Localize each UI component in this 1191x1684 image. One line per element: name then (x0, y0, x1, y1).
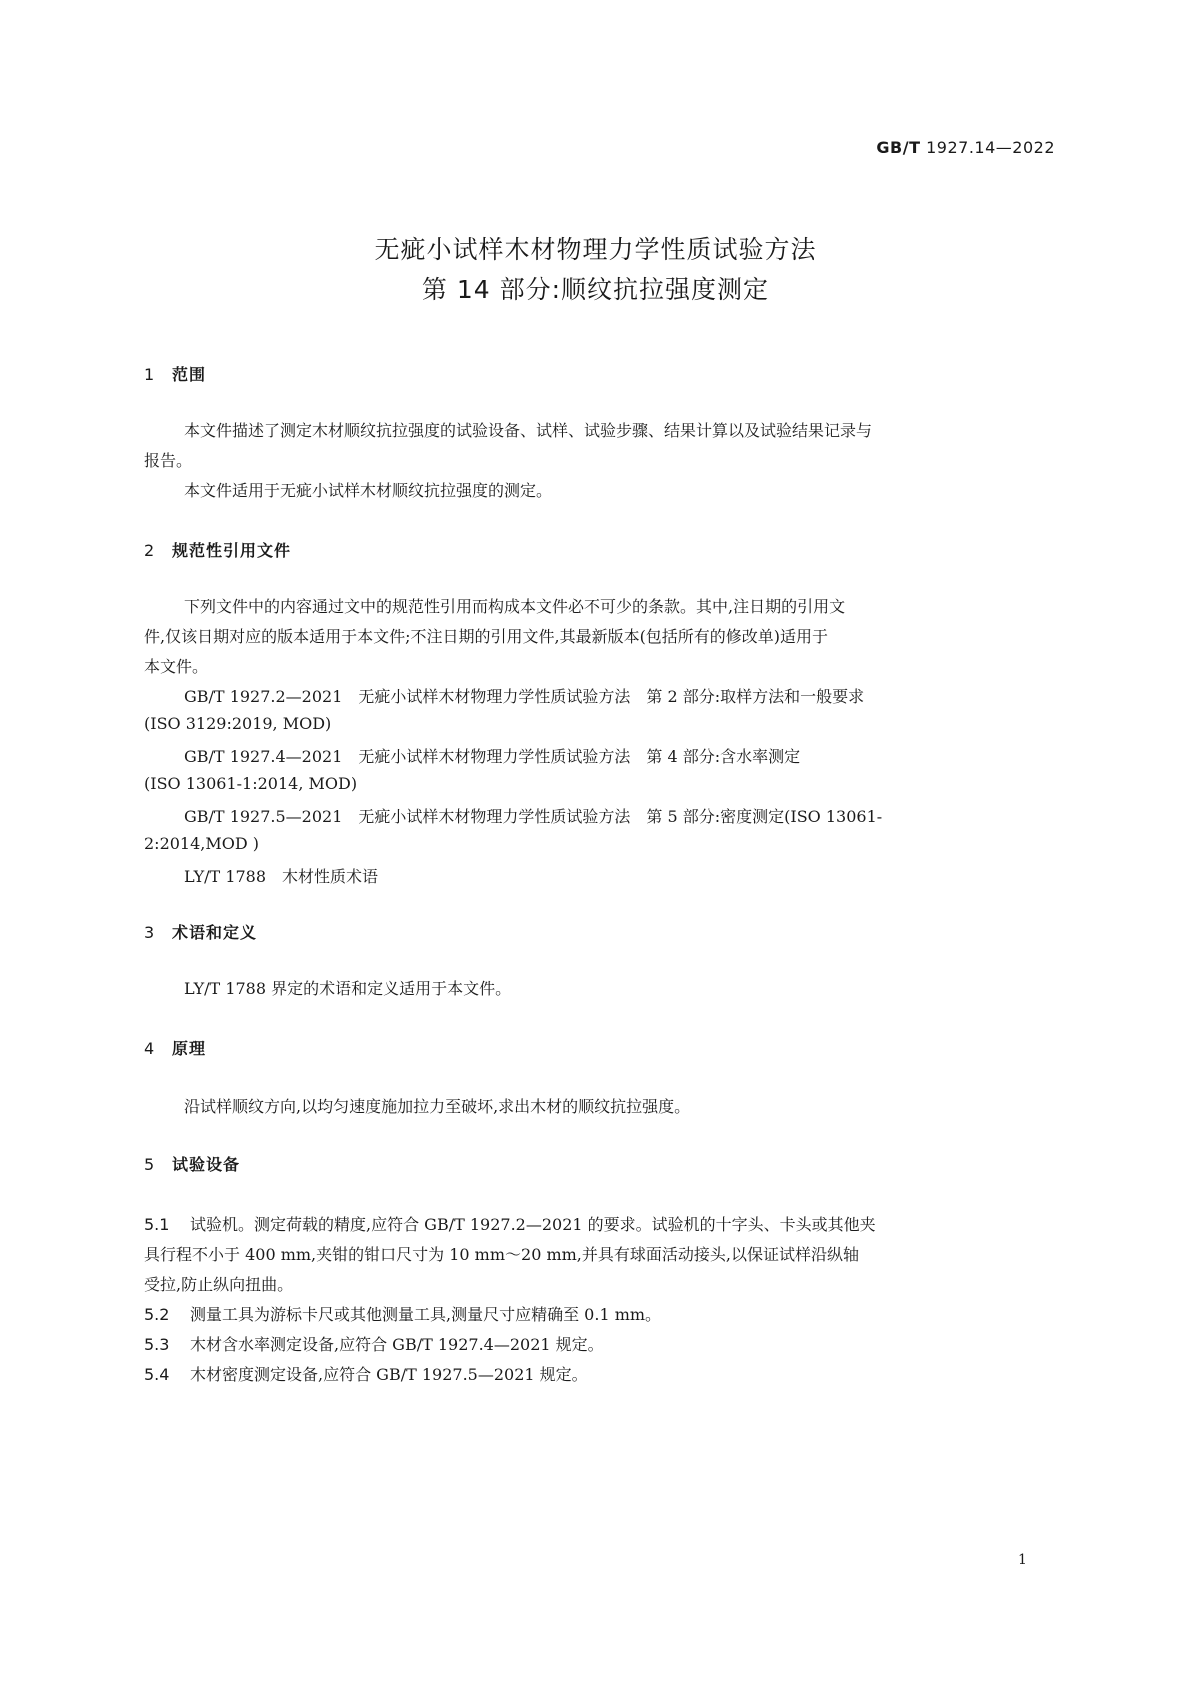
section-2-paragraph-line-3: 本文件。 (144, 657, 209, 676)
section-4-number: 4 (144, 1039, 156, 1058)
clause-5-1-line-2: 具行程不小于 400 mm,夹钳的钳口尺寸为 10 mm～20 mm,并具有球面活动接头,以保证试样沿纵轴 (144, 1245, 859, 1264)
standard-prefix: GB/T (876, 138, 921, 157)
standard-code (876, 138, 1055, 157)
section-1-paragraph-1-line-1: 本文件描述了测定木材顺纹抗拉强度的试验设备、试样、试验步骤、结果计算以及试验结果记录与 (184, 421, 873, 440)
section-3-heading (144, 920, 257, 943)
section-2-heading (144, 538, 291, 561)
clause-5-1-line-1 (144, 1212, 1052, 1235)
section-2-title: 规范性引用文件 (172, 541, 292, 560)
clause-5-4 (144, 1362, 1052, 1385)
reference-3-line-2: 2:2014,MOD ) (144, 834, 260, 853)
document-title-line-1: 无疵小试样木材物理力学性质试验方法 (374, 235, 817, 264)
section-2-paragraph-line-1: 下列文件中的内容通过文中的规范性引用而构成本文件必不可少的条款。其中,注日期的引用文 (184, 597, 846, 616)
reference-1-line-2: (ISO 3129:2019, MOD) (144, 714, 332, 733)
section-1-heading (144, 362, 206, 385)
section-3-paragraph: LY/T 1788 界定的术语和定义适用于本文件。 (184, 979, 512, 998)
section-1-paragraph-2: 本文件适用于无疵小试样木材顺纹抗拉强度的测定。 (184, 481, 553, 500)
section-3-number: 3 (144, 923, 156, 942)
clause-5-4-number: 5.4 (144, 1365, 170, 1384)
section-5-number: 5 (144, 1155, 156, 1174)
section-3-title: 术语和定义 (172, 923, 258, 942)
section-2-paragraph-line-2: 件,仅该日期对应的版本适用于本文件;不注日期的引用文件,其最新版本(包括所有的修改单)适用于 (144, 627, 829, 646)
document-title-line-2: 第 14 部分:顺纹抗拉强度测定 (421, 275, 770, 304)
standard-number: 1927.14—2022 (926, 138, 1055, 157)
reference-1-line-1: GB/T 1927.2—2021 无疵小试样木材物理力学性质试验方法 第 2 部分:取样方法和一般要求 (184, 687, 865, 706)
clause-5-1-number: 5.1 (144, 1215, 170, 1234)
clause-5-1-line-3: 受拉,防止纵向扭曲。 (144, 1275, 294, 1294)
section-1-number: 1 (144, 365, 156, 384)
section-4-paragraph: 沿试样顺纹方向,以均匀速度施加拉力至破坏,求出木材的顺纹抗拉强度。 (184, 1097, 691, 1116)
reference-2-line-2: (ISO 13061-1:2014, MOD) (144, 774, 358, 793)
clause-5-4-text: 木材密度测定设备,应符合 GB/T 1927.5—2021 规定。 (190, 1365, 588, 1384)
reference-4: LY/T 1788 木材性质术语 (184, 867, 379, 886)
section-5-heading (144, 1152, 240, 1175)
clause-5-2 (144, 1302, 1052, 1325)
clause-5-2-number: 5.2 (144, 1305, 170, 1324)
section-4-title: 原理 (172, 1039, 207, 1058)
clause-5-1-text-line-1: 试验机。测定荷载的精度,应符合 GB/T 1927.2—2021 的要求。试验机的十字头、卡头或其他夹 (190, 1215, 876, 1234)
section-5-title: 试验设备 (172, 1155, 241, 1174)
section-1-paragraph-1-line-2: 报告。 (144, 451, 193, 470)
reference-3-line-1: GB/T 1927.5—2021 无疵小试样木材物理力学性质试验方法 第 5 部分:密度测定(ISO 13061- (184, 807, 883, 826)
section-4-heading (144, 1036, 206, 1059)
page-number: 1 (1018, 1552, 1027, 1568)
clause-5-3-text: 木材含水率测定设备,应符合 GB/T 1927.4—2021 规定。 (190, 1335, 604, 1354)
clause-5-2-text: 测量工具为游标卡尺或其他测量工具,测量尺寸应精确至 0.1 mm。 (190, 1305, 662, 1324)
clause-5-3-number: 5.3 (144, 1335, 170, 1354)
reference-2-line-1: GB/T 1927.4—2021 无疵小试样木材物理力学性质试验方法 第 4 部分:含水率测定 (184, 747, 801, 766)
section-1-title: 范围 (172, 365, 207, 384)
section-2-number: 2 (144, 541, 156, 560)
clause-5-3 (144, 1332, 1052, 1355)
